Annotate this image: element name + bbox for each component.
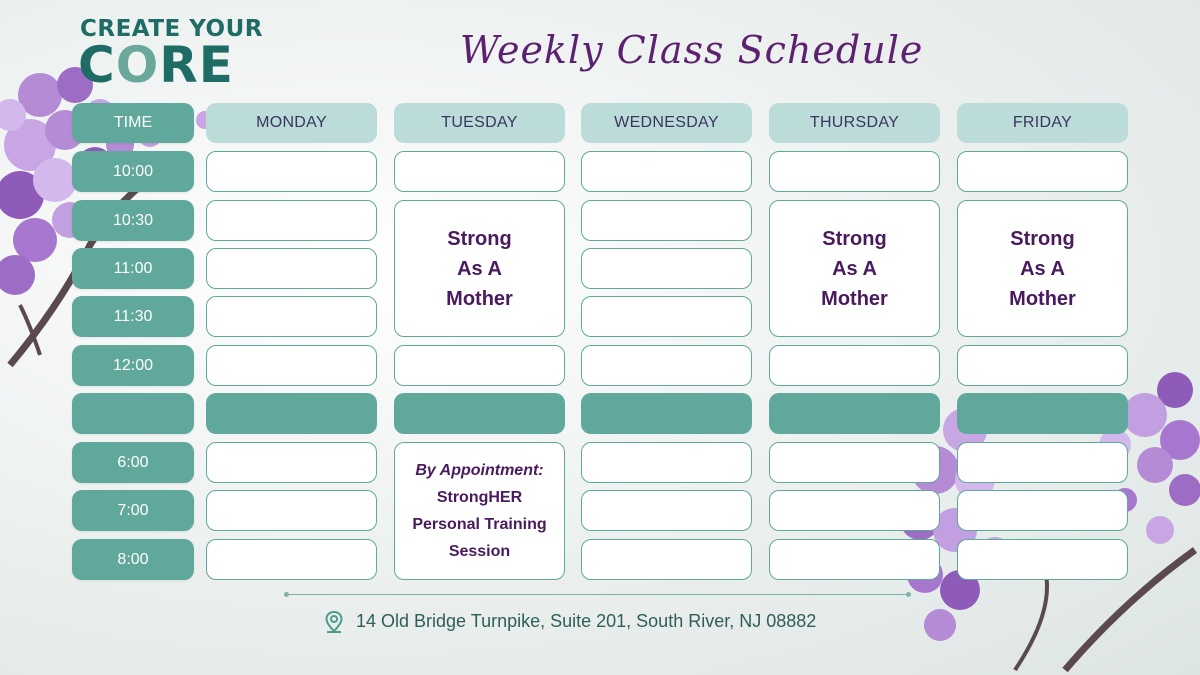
- class-name-line: Strong: [1010, 227, 1075, 250]
- schedule-slot: [206, 200, 377, 241]
- schedule-slot: [957, 151, 1128, 192]
- time-slot: 10:00: [72, 151, 194, 192]
- class-name-line: Mother: [1009, 287, 1076, 310]
- day-header-thursday: THURSDAY: [769, 103, 940, 143]
- class-name-line: Mother: [446, 287, 513, 310]
- schedule-slot: [581, 539, 752, 580]
- class-strong-as-a-mother: [394, 200, 565, 337]
- class-strong-as-a-mother: [957, 200, 1128, 337]
- schedule-slot: [206, 248, 377, 289]
- day-header-tuesday: TUESDAY: [394, 103, 565, 143]
- schedule-slot: [581, 248, 752, 289]
- time-slot: 8:00: [72, 539, 194, 580]
- time-slot: 6:00: [72, 442, 194, 483]
- break-bar: [206, 393, 377, 434]
- schedule-slot: [581, 345, 752, 386]
- break-bar: [581, 393, 752, 434]
- appointment-label: By Appointment:: [415, 462, 544, 479]
- class-personal-training: [394, 442, 565, 580]
- brand-letter: C: [78, 36, 116, 94]
- map-pin-icon: [324, 610, 344, 634]
- break-bar: [957, 393, 1128, 434]
- schedule-slot: [581, 200, 752, 241]
- schedule-slot: [206, 151, 377, 192]
- break-bar: [394, 393, 565, 434]
- page-title: Weekly Class Schedule: [460, 28, 924, 72]
- class-name-line: Strong: [447, 227, 512, 250]
- class-name-line: Session: [448, 543, 511, 560]
- schedule-slot: [957, 539, 1128, 580]
- schedule-slot: [206, 442, 377, 483]
- break-row-time: [72, 393, 194, 434]
- schedule-slot: [206, 345, 377, 386]
- divider-dot: [906, 592, 911, 597]
- time-header: TIME: [72, 103, 194, 143]
- day-header-monday: MONDAY: [206, 103, 377, 143]
- schedule-slot: [394, 151, 565, 192]
- schedule-slot: [769, 539, 940, 580]
- class-strong-as-a-mother: [769, 200, 940, 337]
- time-slot: 10:30: [72, 200, 194, 241]
- break-bar: [769, 393, 940, 434]
- day-header-friday: FRIDAY: [957, 103, 1128, 143]
- day-header-wednesday: WEDNESDAY: [581, 103, 752, 143]
- schedule-slot: [769, 490, 940, 531]
- schedule-slot: [581, 442, 752, 483]
- schedule-slot: [769, 442, 940, 483]
- schedule-slot: [581, 151, 752, 192]
- class-name-line: As A: [832, 257, 877, 280]
- schedule-slot: [957, 442, 1128, 483]
- time-slot: 11:30: [72, 296, 194, 337]
- footer-address: 14 Old Bridge Turnpike, Suite 201, South River, NJ 08882: [356, 611, 817, 631]
- class-name-line: Personal Training: [412, 516, 547, 533]
- brand-name-line2: [78, 36, 234, 94]
- schedule-slot: [769, 345, 940, 386]
- brand-name-line1: CREATE YOUR: [80, 16, 263, 42]
- time-slot: 11:00: [72, 248, 194, 289]
- time-slot: 12:00: [72, 345, 194, 386]
- brand-logo-o: O: [115, 36, 160, 94]
- class-name-line: As A: [457, 257, 502, 280]
- class-name-line: Strong: [822, 227, 887, 250]
- brand-letters: RE: [159, 36, 234, 94]
- schedule-slot: [581, 296, 752, 337]
- footer-divider: [286, 594, 908, 595]
- schedule-slot: [957, 345, 1128, 386]
- schedule-slot: [769, 151, 940, 192]
- class-name-line: StrongHER: [436, 489, 523, 506]
- time-slot: 7:00: [72, 490, 194, 531]
- schedule-slot: [206, 296, 377, 337]
- schedule-slot: [206, 539, 377, 580]
- class-name-line: As A: [1020, 257, 1065, 280]
- schedule-slot: [206, 490, 377, 531]
- class-name-line: Mother: [821, 287, 888, 310]
- schedule-slot: [957, 490, 1128, 531]
- divider-dot: [284, 592, 289, 597]
- schedule-slot: [394, 345, 565, 386]
- schedule-slot: [581, 490, 752, 531]
